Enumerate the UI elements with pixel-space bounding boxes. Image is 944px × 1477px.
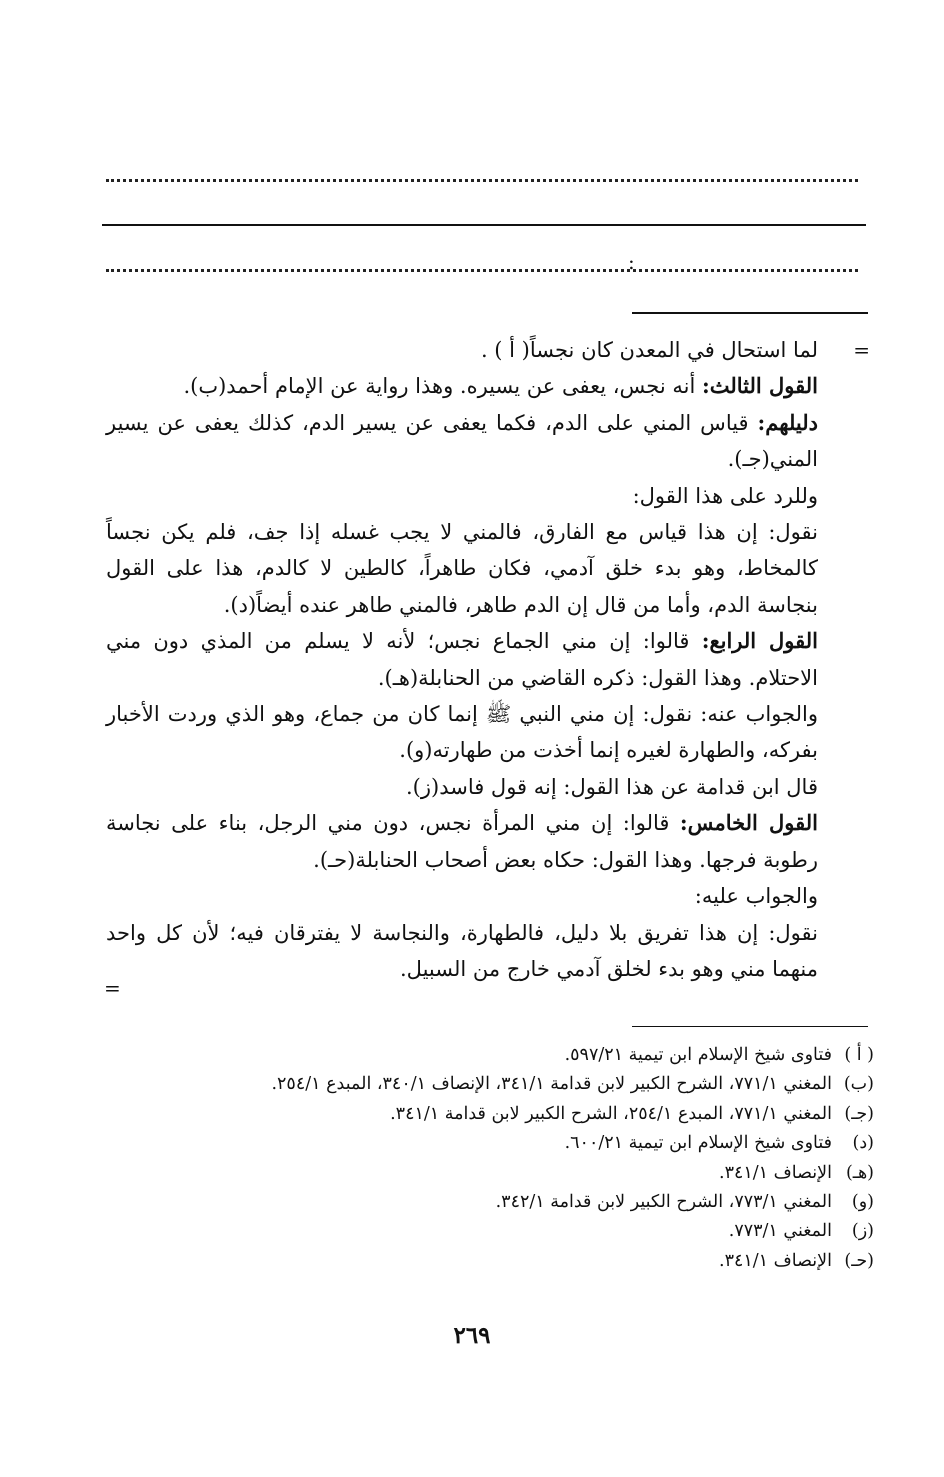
footnote-text: المغني ٧٧١/١، المبدع ٢٥٤/١، الشرح الكبير لابن قدامة ٣٤١/١.: [390, 1103, 832, 1124]
main-text: [106, 332, 818, 987]
footnote: [150, 1129, 874, 1158]
paragraph-text: قياس المني على الدم، فكما يعفى عن يسير الدم، كذلك يعفى عن يسير المني(جـ).: [106, 410, 818, 472]
footnote-mark: (د): [852, 1133, 874, 1154]
footnote: [150, 1247, 874, 1276]
paragraph-text: أنه نجس، يعفى عن يسيره. وهذا رواية عن الإمام أحمد(ب).: [183, 374, 702, 399]
footnote: [150, 1188, 874, 1217]
footnote-text: فتاوى شيخ الإسلام ابن تيمية ٦٠٠/٢١.: [564, 1133, 832, 1154]
paragraph: وللرد على هذا القول:: [632, 483, 818, 508]
section-rule: [632, 312, 868, 314]
section-label: دليلهم:: [757, 409, 818, 435]
paragraph: نقول: إن هذا قياس مع الفارق، فالمني لا يجب غسله إذا جف، فلم يكن نجساً كالمخاط، وهو بدء خلق آدمي، فكان طاهراً، كالطين لا كالدم، هذا على القول بنجاسة الدم، وأما من قال إن الدم طاهر، فالمني طاهر عنده أيضاً(د).: [106, 520, 818, 617]
blank-dotted-line: [106, 269, 858, 272]
paragraph: [106, 805, 818, 878]
paragraph: [106, 405, 818, 478]
footnote-mark: (ز): [851, 1221, 874, 1242]
footnote-text: المغني ٧٧٣/١.: [728, 1221, 832, 1242]
paragraph-text: قالوا: إن مني المرأة نجس، دون مني الرجل، بناء على نجاسة رطوبة فرجها. وهذا القول: حكاه بعض أصحاب الحنابلة(حـ).: [106, 811, 818, 872]
footnote-separator: [632, 1026, 868, 1027]
footnote-text: الإنصاف ٣٤١/١.: [718, 1250, 832, 1271]
blank-line-colon: :: [628, 250, 635, 274]
horizontal-rule: [102, 224, 866, 226]
paragraph: [106, 368, 818, 404]
footnote-mark: (ب): [843, 1074, 874, 1095]
footnote: [150, 1070, 874, 1099]
section-label: القول الرابع:: [701, 628, 818, 654]
footnote-text: المغني ٧٧١/١، الشرح الكبير لابن قدامة ٣٤١/١، الإنصاف ٣٤٠/١، المبدع ٢٥٤/١.: [271, 1074, 832, 1095]
footnote: [150, 1100, 874, 1129]
section-label: القول الثالث:: [701, 373, 818, 399]
footnote: [150, 1159, 874, 1188]
footnotes: [150, 1041, 874, 1276]
blank-dotted-line: [106, 179, 858, 182]
paragraph: [106, 623, 818, 696]
footnote: [150, 1041, 874, 1070]
footnote-mark: ( أ ): [844, 1045, 874, 1065]
footnote-text: فتاوى شيخ الإسلام ابن تيمية ٥٩٧/٢١.: [564, 1045, 832, 1065]
paragraph: لما استحال في المعدن كان نجساً( أ ) .: [480, 338, 818, 362]
footnote: [150, 1217, 874, 1246]
section-label: القول الخامس:: [679, 810, 818, 836]
footnote-mark: (حـ): [844, 1250, 874, 1271]
paragraph: والجواب عليه:: [694, 884, 818, 909]
continuation-marker-start: =: [853, 338, 870, 362]
footnote-text: المغني ٧٧٣/١، الشرح الكبير لابن قدامة ٣٤٢/١.: [495, 1192, 832, 1213]
footnote-mark: (و): [851, 1192, 874, 1213]
footnote-mark: (هـ): [845, 1162, 874, 1183]
page-number: ٢٦٩: [453, 1322, 491, 1349]
paragraph: نقول: إن هذا تفريق بلا دليل، فالطهارة، والنجاسة لا يفترقان فيه؛ لأن كل واحد منهما مني وهو بدء لخلق آدمي خارج من السبيل.: [106, 920, 818, 981]
continuation-marker-end: =: [104, 976, 121, 1000]
footnote-mark: (جـ): [844, 1103, 874, 1124]
paragraph: والجواب عنه: نقول: إن مني النبي ﷺ إنما كان من جماع، وهو الذي وردت الأخبار بفركه، والطهارة لغيره إنما أخذت من طهارته(و).: [106, 702, 818, 763]
paragraph: قال ابن قدامة عن هذا القول: إنه قول فاسد(ز).: [406, 774, 818, 799]
footnote-text: الإنصاف ٣٤١/١.: [718, 1162, 832, 1183]
paragraph-text: قالوا: إن مني الجماع نجس؛ لأنه لا يسلم من المذي دون مني الاحتلام. وهذا القول: ذكره القاضي من الحنابلة(هـ).: [106, 629, 818, 690]
